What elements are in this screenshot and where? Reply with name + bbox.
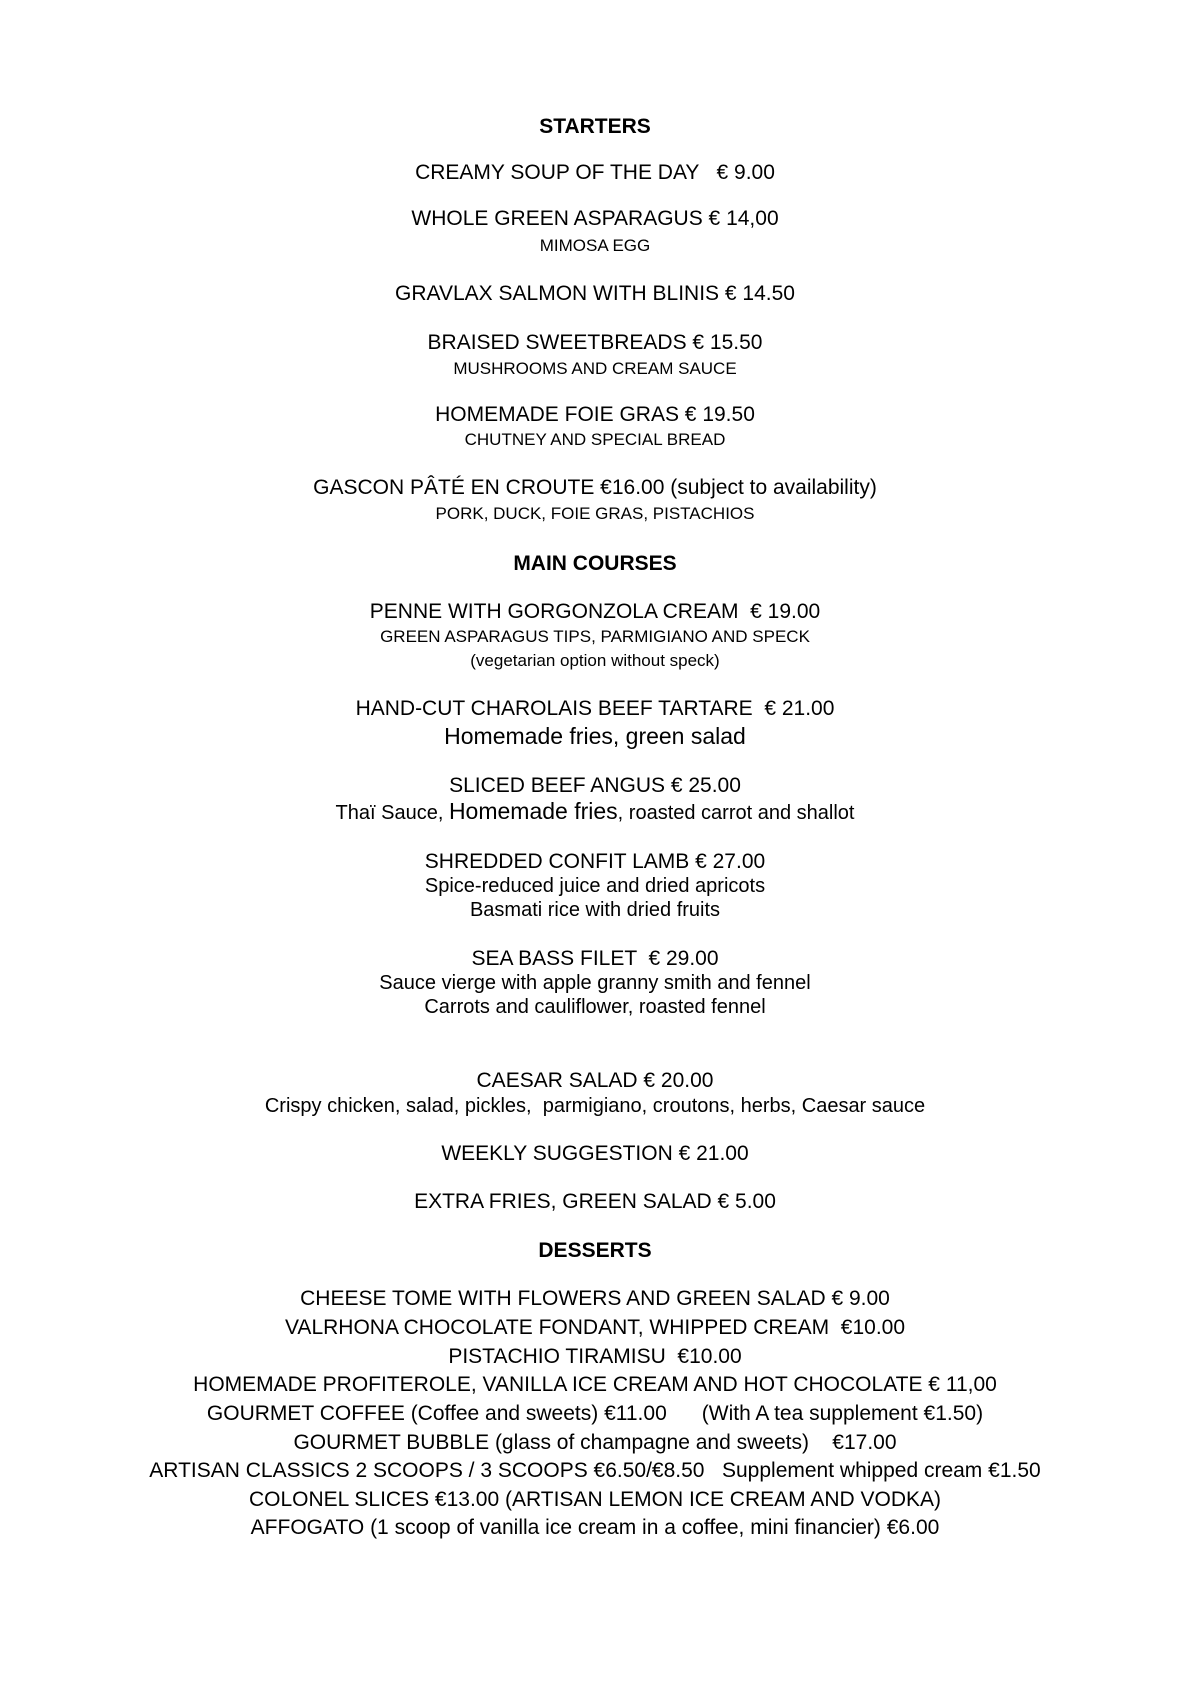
- menu-item-description: PORK, DUCK, FOIE GRAS, PISTACHIOS: [435, 504, 755, 523]
- main-courses-heading: MAIN COURSES: [513, 552, 677, 575]
- dessert-item: VALRHONA CHOCOLATE FONDANT, WHIPPED CREAM €10.00: [284, 1316, 906, 1339]
- dessert-item: HOMEMADE PROFITEROLE, VANILLA ICE CREAM AND HOT CHOCOLATE € 11,00: [193, 1373, 997, 1396]
- dessert-item: GOURMET COFFEE (Coffee and sweets) €11.00 (With A tea supplement €1.50): [206, 1402, 984, 1425]
- menu-item-title: SHREDDED CONFIT LAMB € 27.00: [424, 850, 766, 873]
- starters-heading: STARTERS: [539, 115, 651, 138]
- menu-item-description: Homemade fries, green salad: [444, 723, 746, 749]
- menu-item-title: GRAVLAX SALMON WITH BLINIS € 14.50: [395, 282, 795, 305]
- desserts-heading: DESSERTS: [538, 1239, 652, 1262]
- menu-item-title: HAND-CUT CHAROLAIS BEEF TARTARE € 21.00: [355, 697, 835, 720]
- menu-item-title: PENNE WITH GORGONZOLA CREAM € 19.00: [369, 600, 821, 623]
- menu-item-description: CHUTNEY AND SPECIAL BREAD: [464, 430, 726, 449]
- menu-item-description: Basmati rice with dried fruits: [469, 899, 721, 921]
- menu-item-title: EXTRA FRIES, GREEN SALAD € 5.00: [414, 1190, 776, 1213]
- menu-item-title: WEEKLY SUGGESTION € 21.00: [441, 1142, 749, 1165]
- menu-item-description: [0, 800, 1190, 823]
- menu-item-title: HOMEMADE FOIE GRAS € 19.50: [435, 403, 755, 426]
- menu-item-description: Crispy chicken, salad, pickles, parmigiano, croutons, herbs, Caesar sauce: [264, 1095, 926, 1117]
- menu-item-title: CREAMY SOUP OF THE DAY € 9.00: [415, 161, 775, 184]
- menu-item-description-part: Thaï Sauce,: [335, 802, 449, 824]
- menu-item-description: MIMOSA EGG: [539, 236, 651, 255]
- menu-item-description: Spice-reduced juice and dried apricots: [424, 875, 766, 897]
- menu-item-title: SLICED BEEF ANGUS € 25.00: [449, 774, 741, 797]
- menu-item-description-part: , roasted carrot and shallot: [617, 802, 855, 824]
- menu-item-title: BRAISED SWEETBREADS € 15.50: [427, 331, 763, 354]
- menu-item-title: SEA BASS FILET € 29.00: [471, 947, 719, 970]
- menu-item-note: (vegetarian option without speck): [470, 651, 720, 670]
- menu-item-title: CAESAR SALAD € 20.00: [476, 1069, 714, 1092]
- menu-item-description: MUSHROOMS AND CREAM SAUCE: [453, 359, 737, 378]
- dessert-item: AFFOGATO (1 scoop of vanilla ice cream in a coffee, mini financier) €6.00: [250, 1516, 940, 1539]
- menu-item-title: WHOLE GREEN ASPARAGUS € 14,00: [411, 207, 779, 230]
- dessert-item: PISTACHIO TIRAMISU €10.00: [448, 1345, 742, 1368]
- menu-item-description: Sauce vierge with apple granny smith and fennel: [379, 972, 811, 994]
- menu-item-title: GASCON PÂTÉ EN CROUTE €16.00 (subject to availability): [313, 476, 877, 499]
- dessert-item: GOURMET BUBBLE (glass of champagne and sweets) €17.00: [293, 1431, 897, 1454]
- menu-item-description: Carrots and cauliflower, roasted fennel: [424, 996, 766, 1018]
- menu-item-description-emphasis: Homemade fries: [448, 798, 618, 824]
- dessert-item: ARTISAN CLASSICS 2 SCOOPS / 3 SCOOPS €6.50/€8.50 Supplement whipped cream €1.50: [149, 1459, 1041, 1482]
- menu-item-description: GREEN ASPARAGUS TIPS, PARMIGIANO AND SPECK: [380, 627, 810, 646]
- dessert-item: CHEESE TOME WITH FLOWERS AND GREEN SALAD € 9.00: [300, 1287, 890, 1310]
- dessert-item: COLONEL SLICES €13.00 (ARTISAN LEMON ICE CREAM AND VODKA): [248, 1488, 942, 1511]
